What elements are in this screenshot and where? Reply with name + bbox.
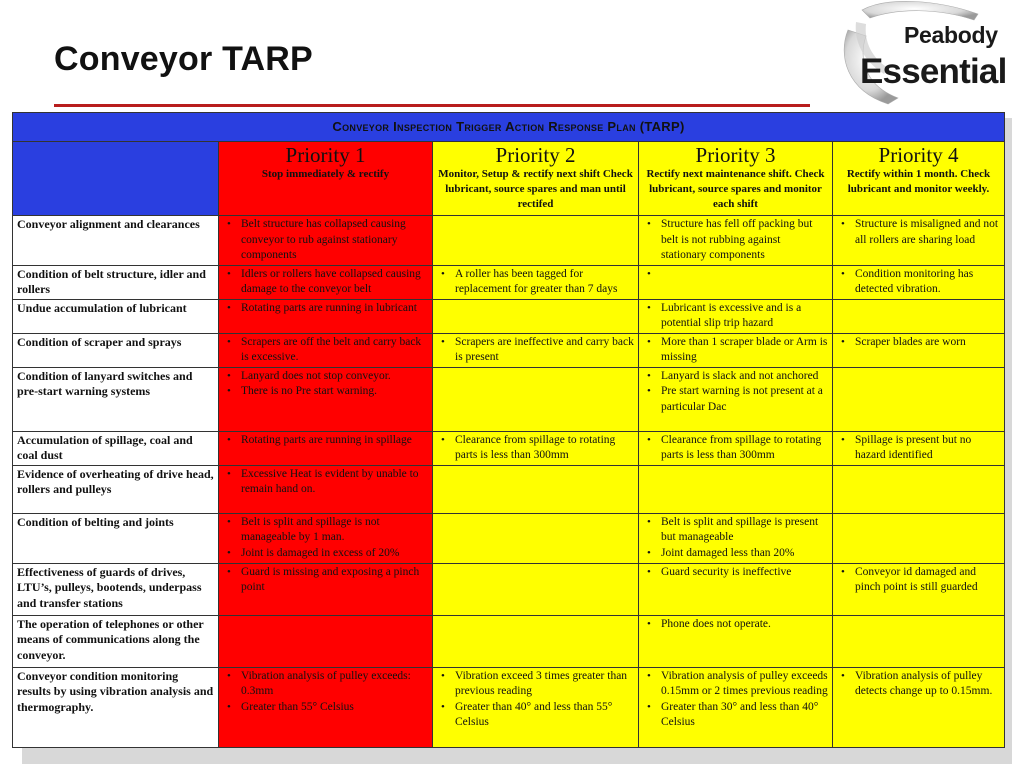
condition-cell: Evidence of overheating of drive head, rollers and pulleys: [13, 465, 219, 513]
action-item: • Belt is split and spillage is not manageable by 1 man.: [223, 515, 428, 546]
action-list: [223, 565, 428, 596]
priority-3-cell: [639, 367, 833, 431]
action-item: • Excessive Heat is evident by unable to remain hand on.: [223, 467, 428, 498]
priority-3-cell: [639, 615, 833, 667]
priority-3-name: Priority 3: [695, 143, 776, 167]
priority-1-cell: [219, 333, 433, 367]
action-item: • Conveyor id damaged and pinch point is still guarded: [837, 565, 1000, 596]
priority-2-name: Priority 2: [495, 143, 576, 167]
priority-4-cell: [833, 216, 1005, 266]
action-list: [643, 217, 828, 264]
action-list: [223, 433, 428, 449]
priority-2-cell: [433, 299, 639, 333]
table-row: [13, 333, 1005, 367]
action-item: • Structure has fell off packing but belt is not rubbing against stationary components: [643, 217, 828, 264]
action-item: • Vibration analysis of pulley exceeds: 0.3mm: [223, 669, 428, 700]
condition-cell: Conveyor condition monitoring results by using vibration analysis and thermography.: [13, 667, 219, 747]
action-list: [643, 617, 828, 633]
action-item: • Structure is misaligned and not all rollers are sharing load: [837, 217, 1000, 248]
priority-3-cell: [639, 299, 833, 333]
logo-line1: Peabody: [904, 22, 998, 48]
priority-2-cell: [433, 563, 639, 615]
priority-1-name: Priority 1: [285, 143, 366, 167]
priority-2-cell: [433, 431, 639, 465]
priority-1-cell: [219, 615, 433, 667]
priority-1-cell: [219, 367, 433, 431]
action-item: • Idlers or rollers have collapsed causing damage to the conveyor belt: [223, 267, 428, 298]
condition-cell: Conveyor alignment and clearances: [13, 216, 219, 266]
priority-4-cell: [833, 513, 1005, 563]
action-list: [223, 515, 428, 562]
action-item: • Spillage is present but no hazard identified: [837, 433, 1000, 464]
action-item: • Greater than 40° and less than 55° Celsius: [437, 700, 634, 731]
priority-2-header: [433, 142, 639, 216]
plan-title-row: [13, 113, 1005, 142]
action-list: [223, 467, 428, 498]
action-list: [643, 369, 828, 416]
priority-1-desc: Stop immediately & rectify: [261, 168, 390, 180]
priority-1-cell: [219, 216, 433, 266]
action-item: • Rotating parts are running in lubricant: [223, 301, 428, 317]
action-item: • There is no Pre start warning.: [223, 384, 428, 400]
action-list: [223, 369, 428, 400]
condition-cell: Effectiveness of guards of drives, LTU’s, pulleys, bootends, underpass and transfer stations: [13, 563, 219, 615]
action-item: • Joint damaged less than 20%: [643, 546, 828, 562]
plan-title: Conveyor Inspection Trigger Action Response Plan (TARP): [13, 113, 1005, 142]
table-row: [13, 299, 1005, 333]
priority-4-cell: [833, 563, 1005, 615]
priority-2-cell: [433, 615, 639, 667]
priority-2-cell: [433, 667, 639, 747]
condition-cell: Condition of lanyard switches and pre-start warning systems: [13, 367, 219, 431]
priority-2-cell: [433, 465, 639, 513]
action-list: [837, 335, 1000, 351]
priority-header-row: [13, 142, 1005, 216]
table-row: [13, 465, 1005, 513]
action-item: • Joint is damaged in excess of 20%: [223, 546, 428, 562]
action-item: • Belt is split and spillage is present but manageable: [643, 515, 828, 546]
priority-4-header: [833, 142, 1005, 216]
action-item: • Greater than 55° Celsius: [223, 700, 428, 716]
priority-3-header: [639, 142, 833, 216]
priority-2-cell: [433, 513, 639, 563]
action-item: • Lanyard does not stop conveyor.: [223, 369, 428, 385]
condition-cell: Condition of scraper and sprays: [13, 333, 219, 367]
action-list: [643, 669, 828, 731]
action-list: [223, 217, 428, 264]
action-item: • Condition monitoring has detected vibration.: [837, 267, 1000, 298]
action-item: • Scraper blades are worn: [837, 335, 1000, 351]
priority-4-cell: [833, 299, 1005, 333]
action-item: • Scrapers are off the belt and carry back is excessive.: [223, 335, 428, 366]
action-item: • Guard is missing and exposing a pinch point: [223, 565, 428, 596]
priority-1-cell: [219, 465, 433, 513]
table-row: [13, 265, 1005, 299]
priority-3-cell: [639, 513, 833, 563]
action-item: • Phone does not operate.: [643, 617, 828, 633]
table-row: [13, 513, 1005, 563]
priority-3-cell: [639, 465, 833, 513]
priority-2-cell: [433, 265, 639, 299]
action-list: [837, 433, 1000, 464]
priority-1-header: [219, 142, 433, 216]
title-underline: [54, 104, 810, 107]
action-item: • Lanyard is slack and not anchored: [643, 369, 828, 385]
priority-3-cell: [639, 265, 833, 299]
action-list: [837, 217, 1000, 248]
priority-3-cell: [639, 216, 833, 266]
action-list: [437, 267, 634, 298]
condition-cell: Condition of belting and joints: [13, 513, 219, 563]
priority-2-cell: [433, 333, 639, 367]
priority-4-cell: [833, 615, 1005, 667]
priority-1-cell: [219, 431, 433, 465]
table-row: [13, 615, 1005, 667]
action-item: • Clearance from spillage to rotating parts is less than 300mm: [437, 433, 634, 464]
action-list: [437, 335, 634, 366]
priority-4-cell: [833, 465, 1005, 513]
priority-1-cell: [219, 667, 433, 747]
priority-1-cell: [219, 265, 433, 299]
priority-1-cell: [219, 513, 433, 563]
action-list: [643, 301, 828, 332]
priority-2-cell: [433, 216, 639, 266]
action-list: [223, 669, 428, 716]
priority-3-cell: [639, 563, 833, 615]
page-title: Conveyor TARP: [54, 40, 313, 78]
action-list: [837, 267, 1000, 298]
priority-2-desc: Monitor, Setup & rectify next shift Check lubricant, source spares and man until rectifed: [438, 168, 633, 210]
action-list: [837, 669, 1000, 700]
action-list: [437, 669, 634, 731]
action-item: • Vibration analysis of pulley exceeds 0.15mm or 2 times previous reading: [643, 669, 828, 700]
table-row: [13, 367, 1005, 431]
condition-cell: Undue accumulation of lubricant: [13, 299, 219, 333]
condition-cell: The operation of telephones or other means of communications along the conveyor.: [13, 615, 219, 667]
priority-3-cell: [639, 431, 833, 465]
action-list: [837, 565, 1000, 596]
condition-cell: Accumulation of spillage, coal and coal dust: [13, 431, 219, 465]
action-list: [223, 301, 428, 317]
priority-4-cell: [833, 667, 1005, 747]
action-list: [223, 267, 428, 298]
table-row: [13, 563, 1005, 615]
tarp-table: [12, 112, 1005, 748]
priority-3-cell: [639, 667, 833, 747]
action-item: • Rotating parts are running in spillage: [223, 433, 428, 449]
action-list: [643, 433, 828, 464]
priority-4-cell: [833, 333, 1005, 367]
table-row: [13, 667, 1005, 747]
action-list: [643, 565, 828, 581]
table-row: [13, 216, 1005, 266]
condition-cell: Condition of belt structure, idler and rollers: [13, 265, 219, 299]
action-item: • Clearance from spillage to rotating parts is less than 300mm: [643, 433, 828, 464]
priority-4-cell: [833, 265, 1005, 299]
action-item: • Vibration analysis of pulley detects change up to 0.15mm.: [837, 669, 1000, 700]
action-item: • Lubricant is excessive and is a potential slip trip hazard: [643, 301, 828, 332]
action-list: [223, 335, 428, 366]
action-item: • Scrapers are ineffective and carry back is present: [437, 335, 634, 366]
priority-3-cell: [639, 333, 833, 367]
action-list: [643, 335, 828, 366]
action-item: • More than 1 scraper blade or Arm is missing: [643, 335, 828, 366]
priority-3-desc: Rectify next maintenance shift. Check lubricant, source spares and monitor each shift: [646, 168, 825, 210]
header-blank-cell: [13, 142, 219, 216]
priority-4-cell: [833, 431, 1005, 465]
priority-2-cell: [433, 367, 639, 431]
action-item: • Guard security is ineffective: [643, 565, 828, 581]
action-item: • Vibration exceed 3 times greater than previous reading: [437, 669, 634, 700]
action-item: • Greater than 30° and less than 40° Celsius: [643, 700, 828, 731]
action-item: • Pre start warning is not present at a particular Dac: [643, 384, 828, 415]
action-list: [643, 515, 828, 562]
action-item: • Belt structure has collapsed causing conveyor to rub against stationary components: [223, 217, 428, 264]
logo-line2: Essential: [860, 52, 1007, 91]
action-list: [437, 433, 634, 464]
action-item: • A roller has been tagged for replacement for greater than 7 days: [437, 267, 634, 298]
priority-4-cell: [833, 367, 1005, 431]
priority-1-cell: [219, 563, 433, 615]
priority-4-desc: Rectify within 1 month. Check lubricant and monitor weekly.: [846, 168, 991, 195]
priority-4-name: Priority 4: [878, 143, 959, 167]
priority-1-cell: [219, 299, 433, 333]
table-row: [13, 431, 1005, 465]
